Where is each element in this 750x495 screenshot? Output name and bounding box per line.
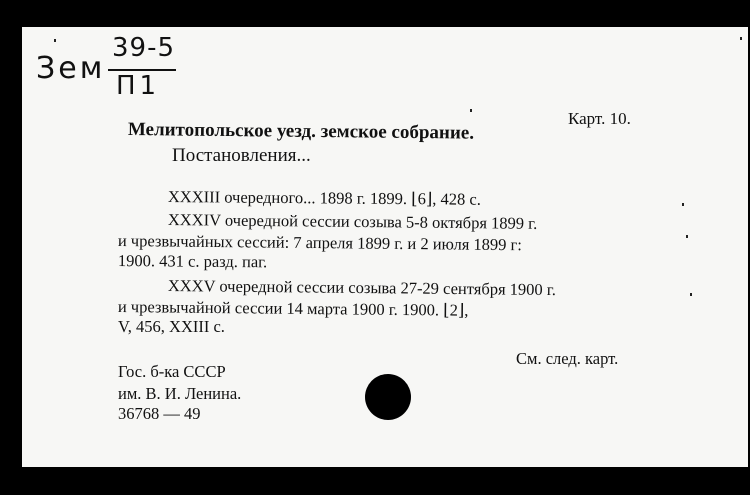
entry-line: V, 456, XXIII с. bbox=[118, 317, 225, 336]
handwritten-shelfmark-numerator: 39-5 bbox=[112, 33, 176, 63]
entry-line: XXXIII очередного... 1898 г. 1899. ⌊6⌋, 428 с. bbox=[167, 187, 481, 209]
library-stamp-line: им. В. И. Ленина. bbox=[118, 384, 242, 403]
speck bbox=[686, 235, 688, 238]
speck bbox=[690, 293, 692, 296]
card-number: Карт. 10. bbox=[568, 109, 631, 128]
entry-line: XXXV очередной сессии созыва 27-29 сентября 1900 г. bbox=[167, 276, 556, 300]
library-stamp-line: Гос. б-ка СССР bbox=[118, 362, 226, 381]
speck bbox=[682, 203, 684, 206]
entry-line: XXXIV очередной сессии созыва 5-8 октября 1899 г. bbox=[167, 210, 538, 233]
library-stamp-line: 36768 — 49 bbox=[118, 404, 201, 423]
speck bbox=[740, 37, 742, 40]
catalog-card bbox=[22, 27, 748, 467]
handwritten-prefix: Зем bbox=[36, 51, 106, 86]
entry-line: и чрезвычайных сессий: 7 апреля 1899 г. и 2 июля 1899 г: bbox=[117, 231, 523, 255]
handwritten-shelfmark-denominator: П1 bbox=[116, 71, 161, 101]
card-title: Мелитопольское уезд. земское собрание. bbox=[127, 119, 475, 144]
speck bbox=[54, 39, 56, 42]
entry-line: и чрезвычайной сессии 14 марта 1900 г. 1900. ⌊2⌋, bbox=[117, 297, 469, 320]
card-subtitle: Постановления... bbox=[172, 145, 311, 166]
entry-line: 1900. 431 с. разд. паг. bbox=[117, 251, 268, 272]
continuation-note: См. след. карт. bbox=[516, 349, 619, 368]
punch-hole bbox=[365, 374, 411, 420]
speck bbox=[470, 109, 472, 112]
